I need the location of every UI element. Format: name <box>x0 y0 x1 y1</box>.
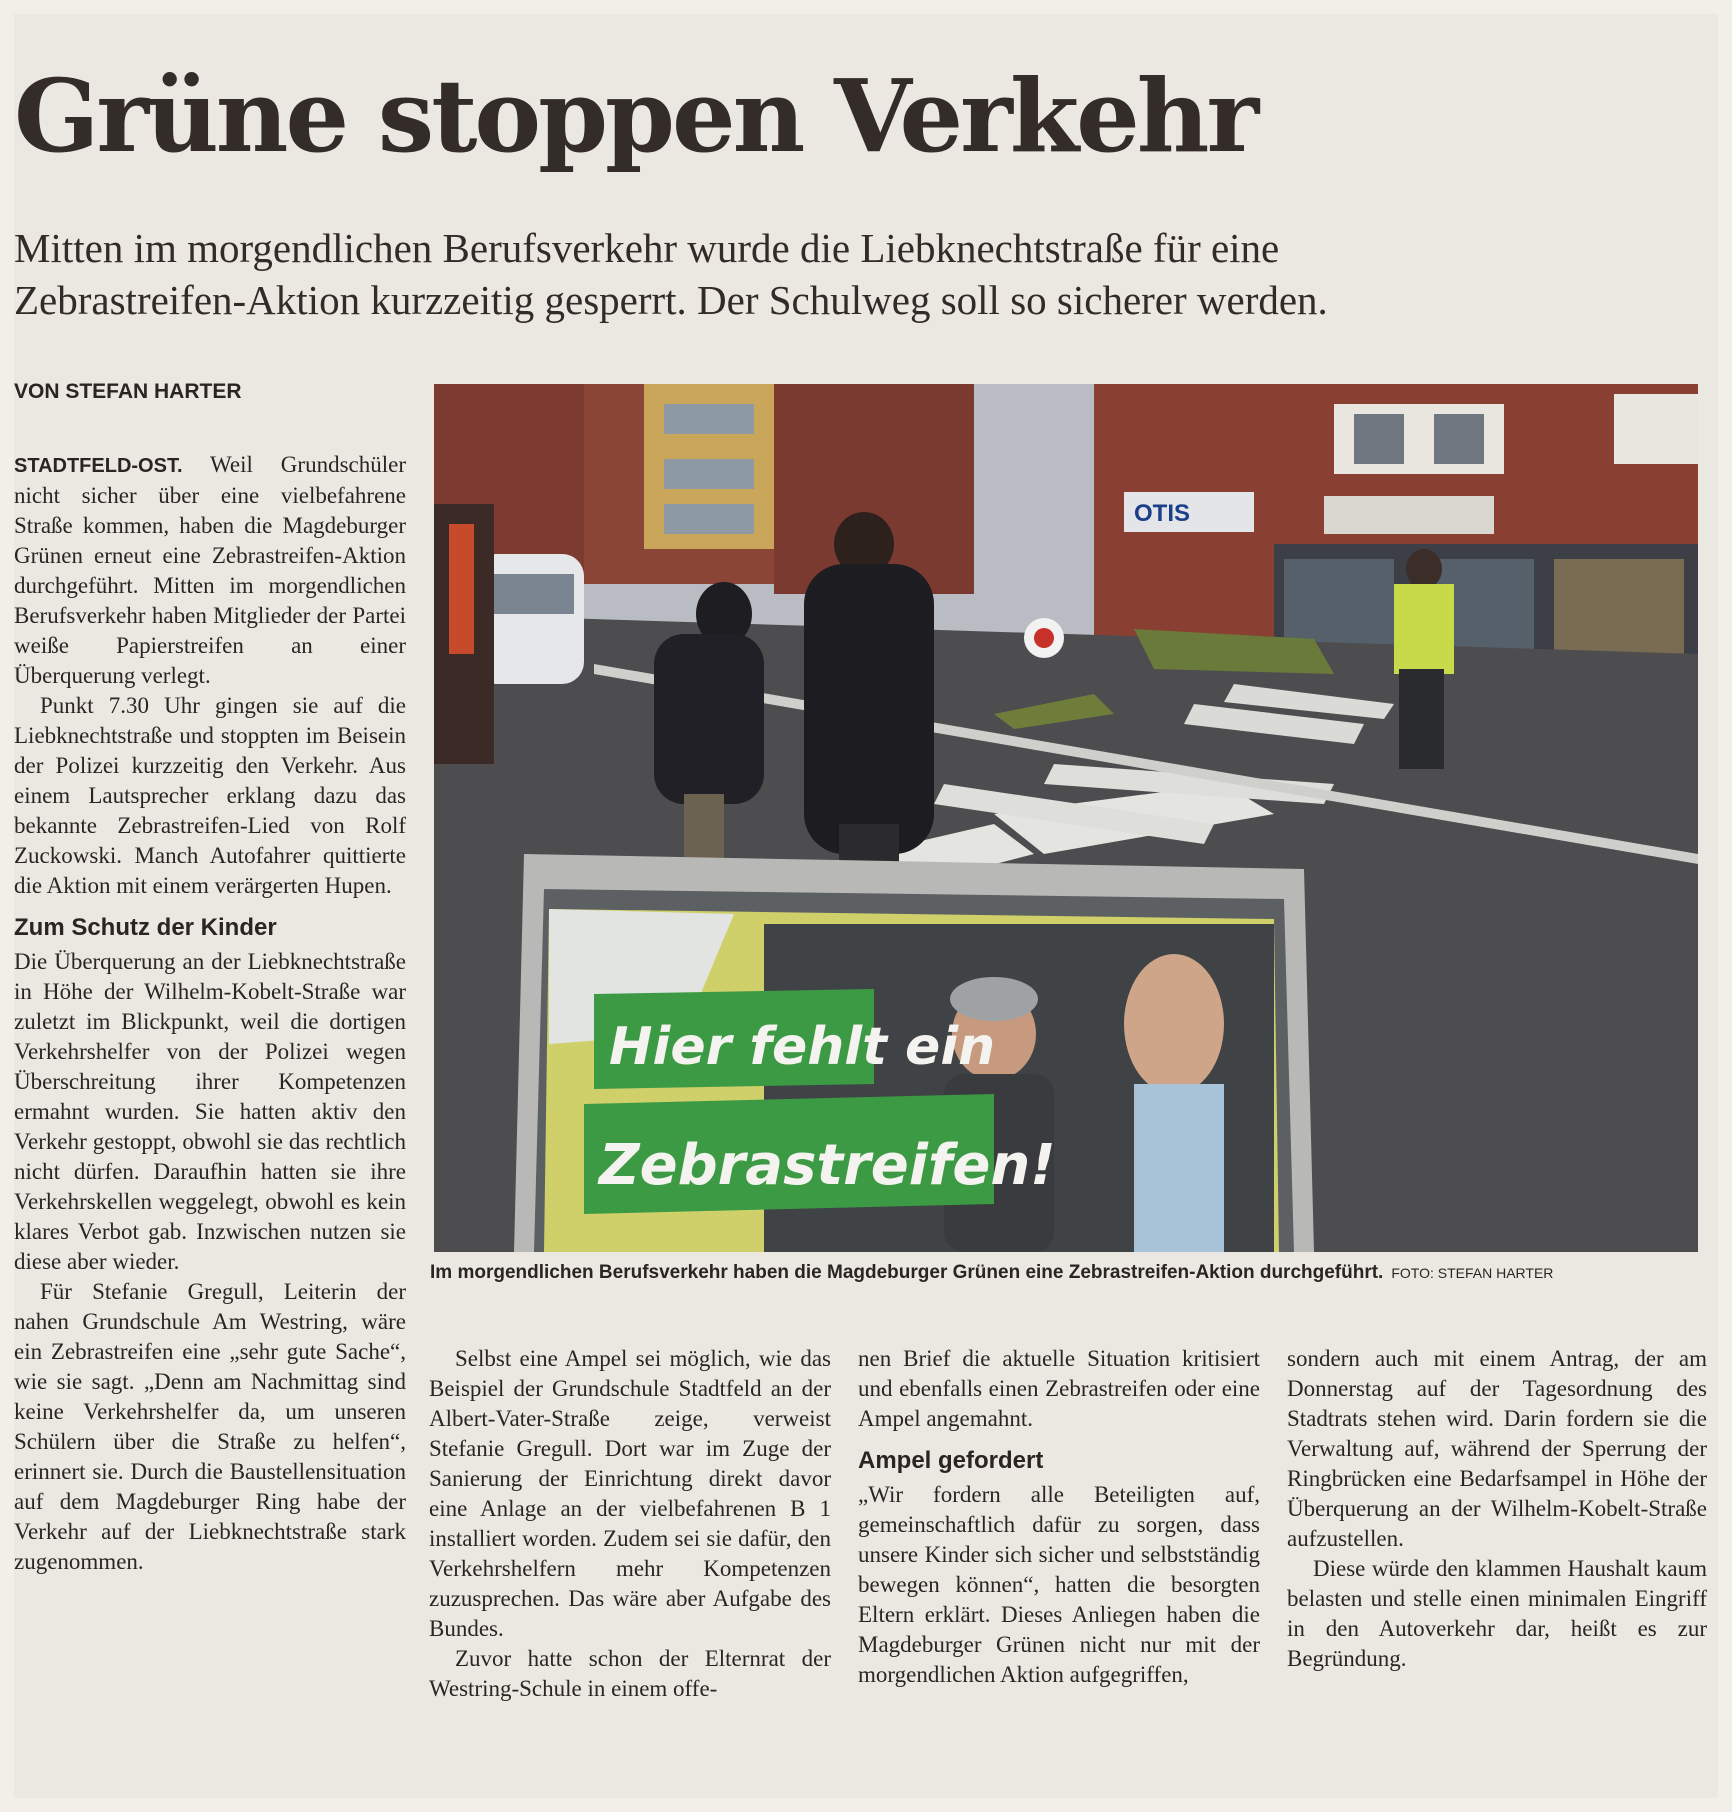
article-photo <box>434 384 1698 1252</box>
paragraph: „Wir fordern alle Beteiligten auf, gemeinschaftlich dafür zu sorgen, dass unsere Kinder sich sicher und selbstständig bewegen können“, hatten die besorgten Eltern erklärt. Dieses Anliegen haben die Magdeburger Grünen nicht nur mit der morgendlichen Aktion aufgegriffen, <box>858 1482 1260 1687</box>
shop-sign: OTIS <box>1134 500 1191 527</box>
caption-text: Im morgendlichen Berufsverkehr haben die Magdeburger Grünen eine Zebrastreifen-Aktion durchgeführt. <box>430 1262 1384 1283</box>
newspaper-clipping <box>14 14 1718 1798</box>
paragraph: Für Stefanie Gregull, Leiterin der nahen Grundschule Am Westring, wäre ein Zebrastreifen eine „sehr gute Sache“, wie sie sagt. „Denn am Nachmittag sind keine Verkehrshelfer da, um unseren Schülern über die Straße zu helfen“, erinnert sie. Durch die Baustellensituation auf dem Magdeburger Ring habe der Verkehr auf der Liebknechtstraße stark zugenommen. <box>14 1279 406 1574</box>
paragraph-text: Weil Grundschüler nicht sicher über eine vielbefahrene Straße kommen, haben die Magdeburger Grünen erneut eine Zebrastreifen-Aktion durchgeführt. Mitten im morgendlichen Berufsverkehr haben Mitglieder der Partei weiße Papierstreifen an einer Überquerung verlegt. <box>14 452 406 688</box>
paragraph: Diese würde den klammen Haushalt kaum belasten und stelle einen minimalen Eingriff in den Autoverkehr dar, heißt es zur Begründung. <box>1287 1556 1707 1671</box>
section-heading: Ampel gefordert <box>858 1447 1044 1474</box>
paragraph: Punkt 7.30 Uhr gingen sie auf die Liebknechtstraße und stoppten im Beisein der Polizei kurzzeitig den Verkehr. Aus einem Lautsprecher erklang dazu das bekannte Zebrastreifen-Lied von Rolf Zuckowski. Manch Autofahrer quittierte die Aktion mit einem verärgerten Hupen. <box>14 693 406 898</box>
paragraph: Selbst eine Ampel sei möglich, wie das Beispiel der Grundschule Stadtfeld an der Albert-Vater-Straße zeige, verweist Stefanie Gregull. Dort war im Zuge der Sanierung der Einrichtung direkt davor eine Anlage an der vielbefahrenen B 1 installiert worden. Zudem sei sie dafür, den Verkehrshelfern mehr Kompetenzen zuzusprechen. Das wäre aber Aufgabe des Bundes. <box>429 1346 831 1641</box>
photo-credit: FOTO: STEFAN HARTER <box>1391 1265 1554 1281</box>
paragraph: nen Brief die aktuelle Situation kritisiert und ebenfalls einen Zebrastreifen oder eine Ampel angemahnt. <box>858 1346 1260 1431</box>
dateline: STADTFELD-OST. <box>14 455 183 477</box>
paragraph <box>14 450 406 691</box>
poster-text-line-2: Zebrastreifen! <box>599 1133 1056 1198</box>
article-column-1 <box>14 450 406 1577</box>
byline: VON STEFAN HARTER <box>14 380 242 403</box>
article-column-3 <box>858 1344 1260 1690</box>
subheadline: Mitten im morgendlichen Berufsverkehr wurde die Liebknechtstraße für eine Zebrastreifen-Aktion kurzzeitig gesperrt. Der Schulweg soll so sicherer werden. <box>14 225 1328 323</box>
poster-text-line-1: Hier fehlt ein <box>609 1017 996 1077</box>
section-heading: Zum Schutz der Kinder <box>14 914 277 941</box>
headline: Grüne stoppen Verkehr <box>14 57 1257 175</box>
paragraph: Die Überquerung an der Liebknechtstraße in Höhe der Wilhelm-Kobelt-Straße war zuletzt im Blickpunkt, weil die dortigen Verkehrshelfer von der Polizei wegen Überschreitung ihrer Kompetenzen ermahnt wurden. Sie hatten aktiv den Verkehr gestoppt, obwohl sie das rechtlich nicht dürfen. Daraufhin hatten sie ihre Verkehrskellen weggelegt, obwohl es kein klares Verbot gab. Inzwischen nutzen sie diese aber wieder. <box>14 949 406 1274</box>
paragraph: sondern auch mit einem Antrag, der am Donnerstag auf der Tagesordnung des Stadtrats stehen wird. Darin fordern sie die Verwaltung auf, während der Sperrung der Ringbrücken eine Bedarfsampel in Höhe der Überquerung an der Wilhelm-Kobelt-Straße aufzustellen. <box>1287 1346 1707 1551</box>
article-column-2 <box>429 1344 831 1704</box>
photo-illustration <box>434 384 1698 1252</box>
photo-caption <box>430 1262 1700 1284</box>
paragraph: Zuvor hatte schon der Elternrat der Westring-Schule in einem offe- <box>429 1646 831 1701</box>
article-column-4 <box>1287 1344 1707 1674</box>
